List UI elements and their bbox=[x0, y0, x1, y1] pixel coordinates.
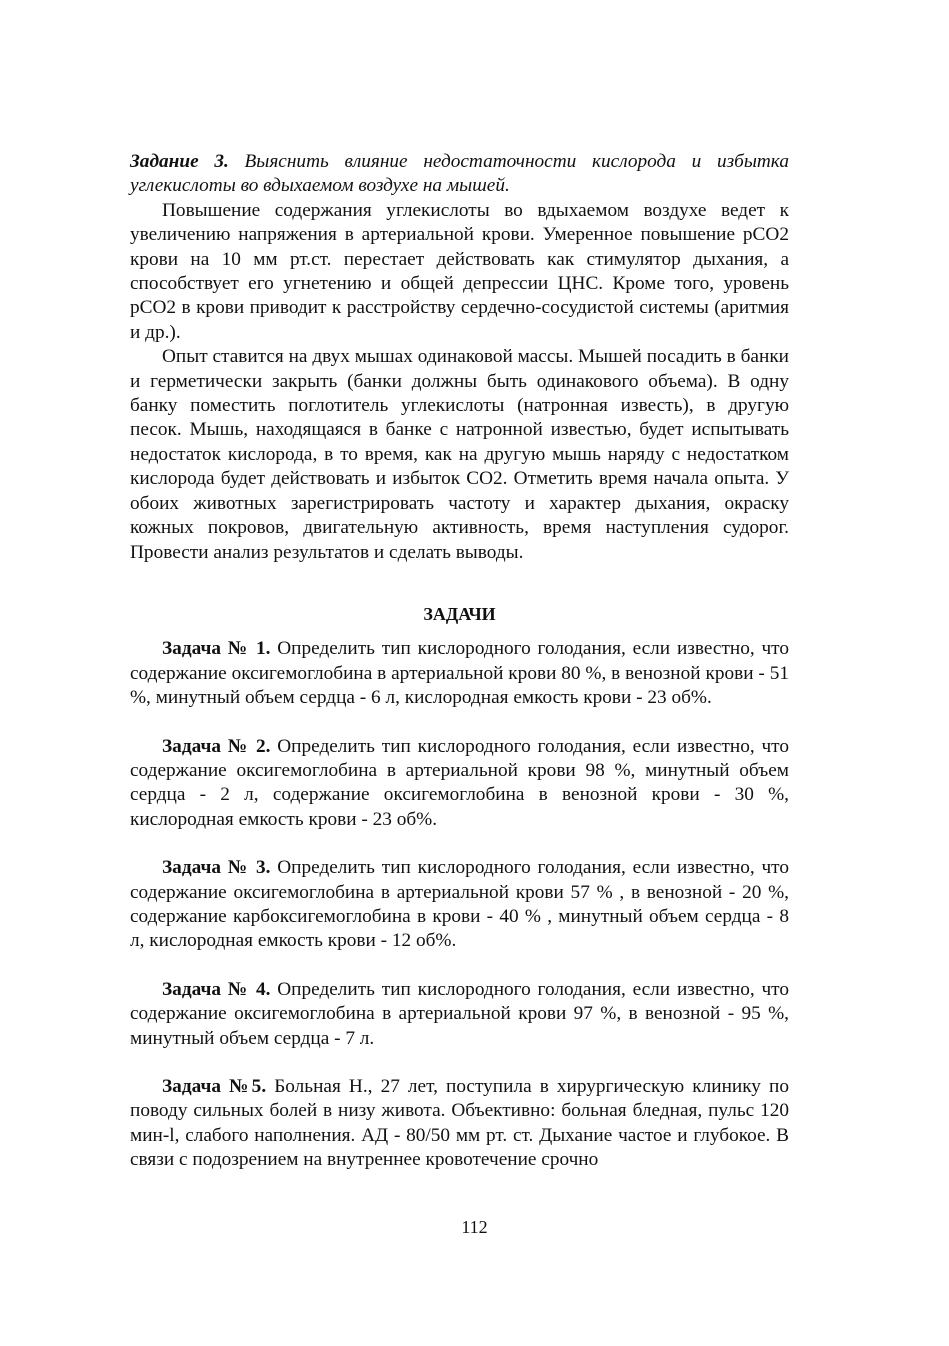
problem-5 bbox=[130, 1075, 789, 1173]
task-3-heading bbox=[130, 150, 789, 199]
page-number: 112 bbox=[461, 1217, 488, 1237]
problem-5-label: Задача №5. bbox=[162, 1076, 267, 1097]
problem-2 bbox=[130, 735, 789, 833]
section-title: ЗАДАЧИ bbox=[423, 603, 496, 624]
problem-1-text: Определить тип кислородного голодания, если известно, что содержание оксигемоглобина в артериальной крови 80 %, в венозной крови - 51 %, минутный объем сердца - 6 л, кислородная емкость крови - 23 об%. bbox=[130, 638, 789, 709]
problem-2-label: Задача № 2. bbox=[162, 735, 271, 757]
task-3-label: Задание 3. bbox=[130, 151, 229, 172]
problem-1 bbox=[130, 637, 789, 710]
problem-4-label: Задача № 4. bbox=[162, 978, 271, 1000]
task-3-text: Выяснить влияние недостаточности кислорода и избытка углекислоты во вдыхаемом воздухе на мышей. bbox=[130, 151, 789, 197]
problem-1-label: Задача № 1. bbox=[162, 638, 271, 660]
problem-3 bbox=[130, 856, 789, 954]
paragraph-experiment: Опыт ставится на двух мышах одинаковой массы. Мышей посадить в банки и герметически закрыть (банки должны быть одинакового объема). В одну банку поместить поглотитель углекислоты (натронная известь), в другую песок. Мышь, находящаяся в банке с натронной известью, будет испытывать недостаток кислорода, в то время, как на другую мышь наряду с недостатком кислорода будет действовать и избыток СО2. Отметить время начала опыта. У обоих животных зарегистрировать частоту и характер дыхания, окраску кожных покровов, двигательную активность, время наступления судорог. Провести анализ результатов и сделать выводы. bbox=[130, 346, 789, 563]
problem-5-text: Больная Н., 27 лет, поступила в хирургическую клинику по поводу сильных болей в низу живота. Объективно: больная бледная, пульс 120 мин-l, слабого наполнения. АД - 80/50 мм рт. ст. Дыхание частое и глубокое. В связи с подозрением на внутреннее кровотечение срочно bbox=[130, 1076, 789, 1171]
problem-2-text: Определить тип кислородного голодания, если известно, что содержание оксигемоглобина в артериальной крови 98 %, минутный объем сердца - 2 л, содержание оксигемоглобина в венозной крови - 30 %, кислородная емкость крови - 23 об%. bbox=[130, 735, 789, 830]
page-body bbox=[130, 150, 789, 1197]
paragraph-co2-effects: Повышение содержания углекислоты во вдыхаемом воздухе ведет к увеличению напряжения в артериальной крови. Умеренное повышение pCO2 крови на 10 мм рт.ст. перестает действовать как стимулятор дыхания, а способствует его угнетению и общей депрессии ЦНС. Кроме того, уровень pCO2 в крови приводит к расстройству сердечно-сосудистой системы (аритмия и др.). bbox=[130, 199, 789, 343]
problem-4 bbox=[130, 978, 789, 1051]
problem-4-text: Определить тип кислородного голодания, если известно, что содержание оксигемоглобина в артериальной крови 97 %, в венозной - 95 %, минутный объем сердца - 7 л. bbox=[130, 978, 789, 1049]
problem-3-label: Задача № 3. bbox=[162, 857, 271, 879]
problem-3-text: Определить тип кислородного голодания, если известно, что содержание оксигемоглобина в артериальной крови 57 % , в венозной - 20 %, содержание карбоксигемоглобина в крови - 40 % , минутный объем сердца - 8 л, кислородная емкость крови - 12 об%. bbox=[130, 857, 789, 952]
